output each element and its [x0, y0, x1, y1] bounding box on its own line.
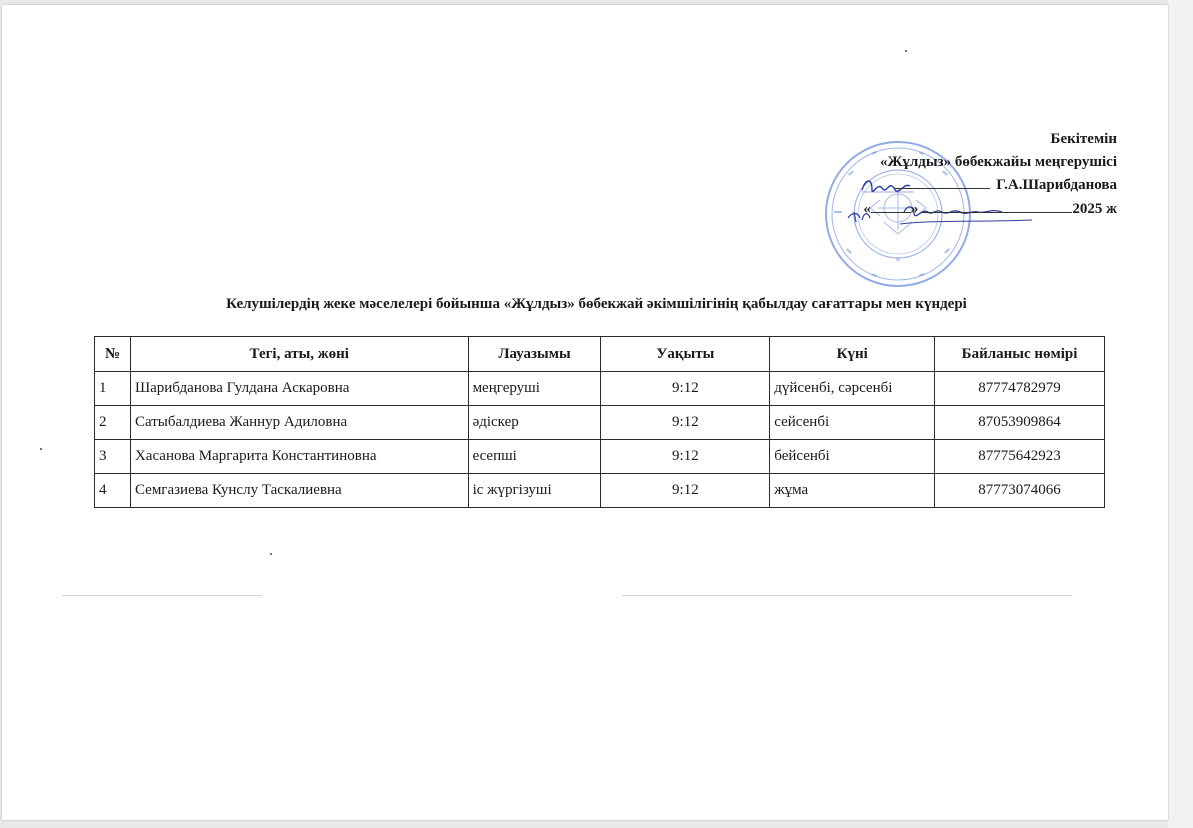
- header-position: Лауазымы: [468, 337, 601, 372]
- header-time: Уақыты: [601, 337, 770, 372]
- cell-day: сейсенбі: [770, 406, 935, 440]
- header-day: Күні: [770, 337, 935, 372]
- cell-position: меңгеруші: [468, 372, 601, 406]
- approval-signer-line: [697, 173, 1117, 197]
- svg-text:*: *: [895, 257, 901, 267]
- cell-phone: 87775642923: [935, 440, 1105, 474]
- cell-day: бейсенбі: [770, 440, 935, 474]
- approval-block: [697, 128, 1117, 220]
- cell-time: 9:12: [601, 406, 770, 440]
- date-month-blank: [922, 197, 1072, 213]
- cell-number: 1: [95, 372, 131, 406]
- table-row: [95, 372, 1105, 406]
- page-edge: [1168, 0, 1193, 828]
- reception-schedule-table: [94, 336, 1105, 508]
- cell-position: іс жүргізуші: [468, 474, 601, 508]
- scan-speck: [270, 553, 272, 555]
- cell-name: Сатыбалдиева Жаннур Адиловна: [130, 406, 468, 440]
- cell-position: есепші: [468, 440, 601, 474]
- document-title: Келушілердің жеке мәселелері бойынша «Жұлдыз» бөбекжай әкімшілігінің қабылдау сағаттары мен күндері: [226, 296, 967, 312]
- cell-position: әдіскер: [468, 406, 601, 440]
- cell-day: дүйсенбі, сәрсенбі: [770, 372, 935, 406]
- header-number: №: [95, 337, 131, 372]
- cell-time: 9:12: [601, 474, 770, 508]
- table-row: [95, 440, 1105, 474]
- scan-speck: [40, 448, 42, 450]
- header-full-name: Тегі, аты, жөні: [130, 337, 468, 372]
- table-header-row: [95, 337, 1105, 372]
- approval-year: 2025 ж: [1072, 200, 1117, 217]
- cell-name: Семгазиева Кунслу Таскалиевна: [130, 474, 468, 508]
- approval-signer-name: Г.А.Шарибданова: [996, 177, 1117, 193]
- cell-day: жұма: [770, 474, 935, 508]
- cell-number: 2: [95, 406, 131, 440]
- scan-artifact: [62, 595, 262, 596]
- cell-phone: 87774782979: [935, 372, 1105, 406]
- cell-phone: 87773074066: [935, 474, 1105, 508]
- approval-position: «Жұлдыз» бөбекжайы меңгерушісі: [880, 153, 1117, 170]
- cell-time: 9:12: [601, 372, 770, 406]
- signature-blank: [895, 173, 990, 189]
- date-quote-open: «: [863, 200, 871, 217]
- approval-date-line: [697, 197, 1117, 221]
- approval-heading: Бекітемін: [1050, 131, 1117, 147]
- scan-artifact: [622, 595, 1072, 596]
- date-quote-close: »: [910, 200, 919, 217]
- cell-time: 9:12: [601, 440, 770, 474]
- header-phone: Байланыс нөмірі: [935, 337, 1105, 372]
- cell-number: 3: [95, 440, 131, 474]
- cell-phone: 87053909864: [935, 406, 1105, 440]
- date-day-blank: [871, 197, 911, 213]
- table-row: [95, 406, 1105, 440]
- cell-name: Хасанова Маргарита Константиновна: [130, 440, 468, 474]
- scan-speck: [905, 50, 907, 52]
- cell-number: 4: [95, 474, 131, 508]
- cell-name: Шарибданова Гулдана Аскаровна: [130, 372, 468, 406]
- table-row: [95, 474, 1105, 508]
